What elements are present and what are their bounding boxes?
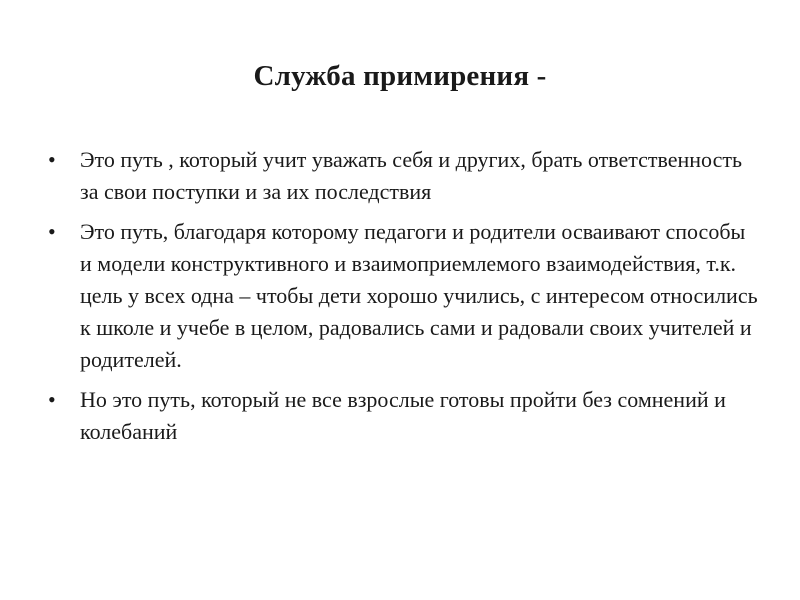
bullet-list [48,144,758,456]
bullet-icon: • [48,387,56,412]
list-item [48,384,758,448]
bullet-text: Это путь , который учит уважать себя и других, брать ответственность за свои поступки и за их последствия [80,147,742,204]
list-item [48,216,758,376]
slide-title: Служба примирения - [253,60,547,92]
list-item [48,144,758,208]
bullet-icon: • [48,147,56,172]
bullet-icon: • [48,219,56,244]
bullet-text: Это путь, благодаря которому педагоги и родители осваивают способы и модели конструктивного и взаимоприемлемого взаимодействия, т.к. цель у всех одна – чтобы дети хорошо учились, с интересом относились к школе и учебе в целом, радовались сами и радовали своих учителей и родителей. [80,219,758,372]
bullet-text: Но это путь, который не все взрослые готовы пройти без сомнений и колебаний [80,387,726,444]
